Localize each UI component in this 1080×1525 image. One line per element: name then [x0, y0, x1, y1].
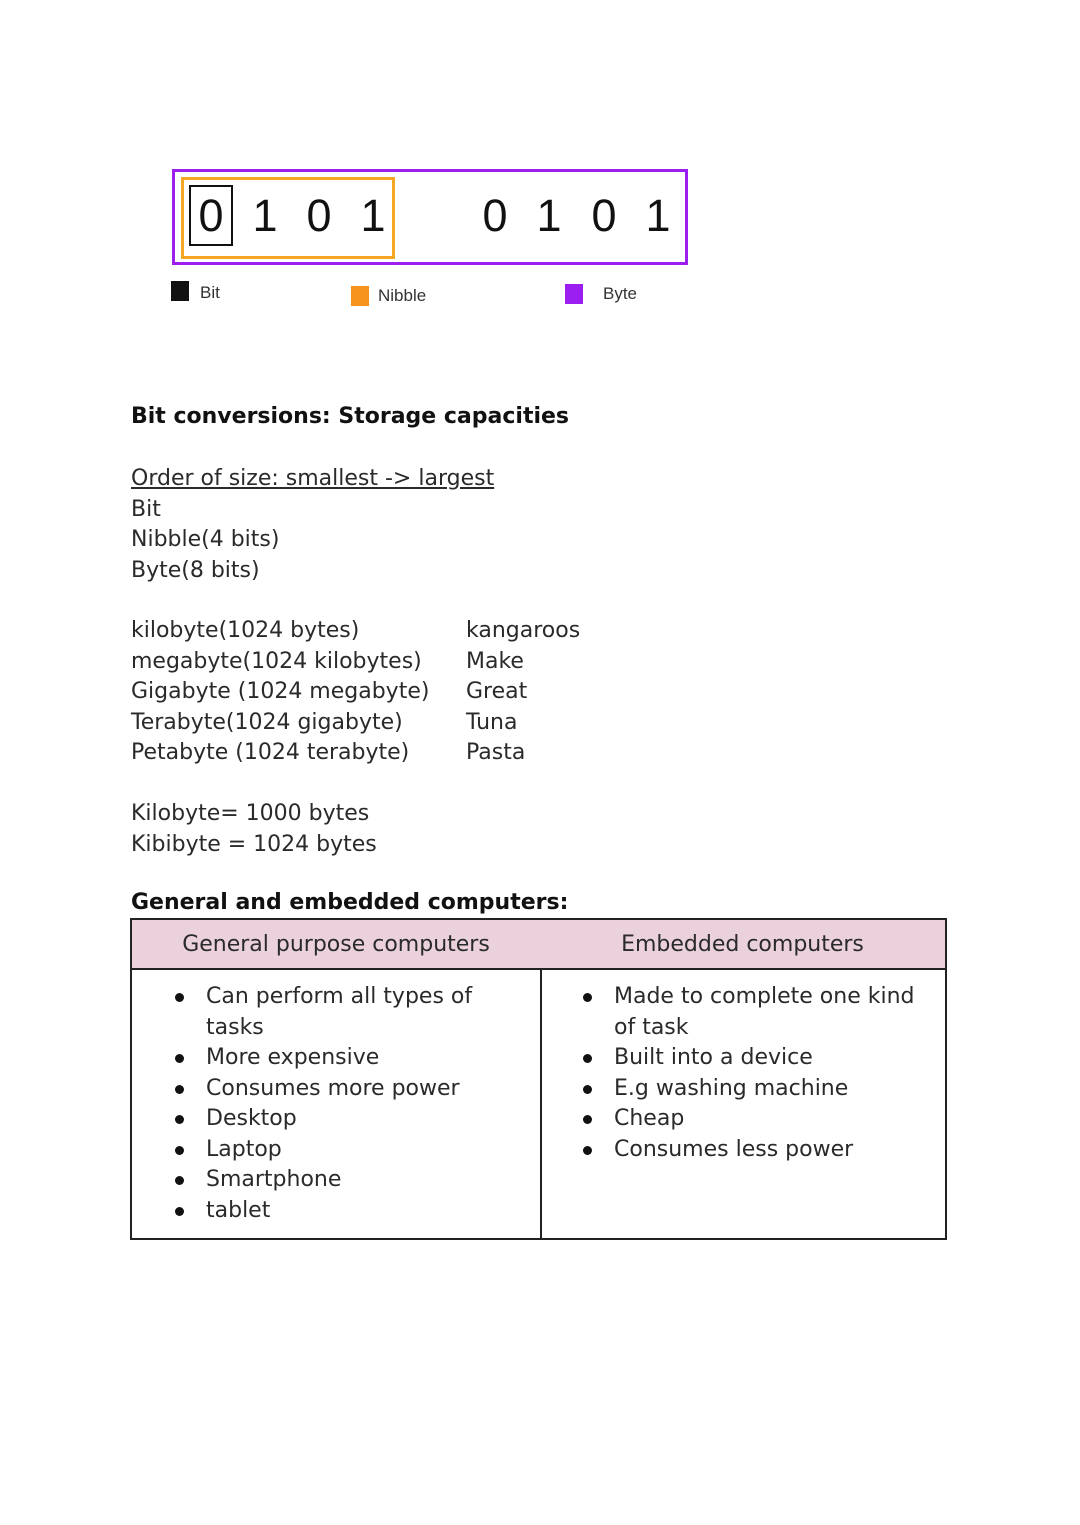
- unit-nibble: Nibble(4 bits): [131, 527, 280, 552]
- list-item: tablet: [206, 1196, 532, 1227]
- general-purpose-header: General purpose computers: [132, 920, 540, 970]
- mnemonic-word: Tuna: [466, 709, 518, 735]
- list-item: More expensive: [206, 1043, 532, 1074]
- definition-kilobyte: Kilobyte= 1000 bytes: [131, 801, 370, 826]
- definition-kibibyte: Kibibyte = 1024 bytes: [131, 831, 377, 857]
- legend-label-bit: Bit: [200, 283, 220, 302]
- legend-label-byte: Byte: [603, 284, 638, 303]
- byte-digit: 0: [591, 190, 617, 241]
- mnemonic-word: Make: [466, 648, 524, 674]
- embedded-column: [540, 920, 945, 1238]
- unit-megabyte: megabyte(1024 kilobytes): [131, 648, 422, 674]
- mnemonic-word: Pasta: [466, 740, 526, 765]
- unit-petabyte: Petabyte (1024 terabyte): [131, 740, 410, 765]
- embedded-header: Embedded computers: [540, 920, 945, 970]
- general-purpose-cell: [132, 970, 540, 1226]
- byte-digit: 1: [645, 190, 671, 241]
- byte-digit: 1: [252, 190, 278, 241]
- byte-digit: 0: [306, 190, 332, 241]
- list-item: Can perform all types of tasks: [206, 982, 532, 1043]
- embedded-list: [540, 970, 945, 1165]
- mnemonic-word: kangaroos: [466, 618, 581, 643]
- byte-digit: 0: [482, 190, 508, 241]
- legend-swatch-nibble: [351, 286, 369, 306]
- list-item: Smartphone: [206, 1165, 532, 1196]
- list-item: Consumes more power: [206, 1074, 532, 1105]
- list-item: Built into a device: [614, 1043, 937, 1074]
- list-item: Consumes less power: [614, 1135, 937, 1166]
- list-item: E.g washing machine: [614, 1074, 937, 1105]
- list-item: Desktop: [206, 1104, 532, 1135]
- computers-table: [130, 918, 947, 1240]
- conversions-heading: Bit conversions: Storage capacities: [131, 404, 570, 429]
- general-purpose-column: [132, 920, 542, 1238]
- large-units-list: [131, 616, 429, 769]
- unit-byte: Byte(8 bits): [131, 557, 260, 583]
- mnemonic-word: Great: [466, 679, 528, 704]
- definitions-block: [131, 799, 377, 860]
- list-item: Cheap: [614, 1104, 937, 1135]
- list-item: Made to complete one kind of task: [614, 982, 937, 1043]
- unit-terabyte: Terabyte(1024 gigabyte): [131, 709, 403, 735]
- general-purpose-list: [132, 970, 540, 1226]
- legend-swatch-bit: [171, 281, 189, 301]
- legend-label-nibble: Nibble: [378, 286, 427, 305]
- byte-digit: 1: [360, 190, 386, 241]
- list-item: Laptop: [206, 1135, 532, 1166]
- order-title: Order of size: smallest -> largest: [131, 466, 495, 491]
- order-of-size-block: [131, 464, 494, 586]
- unit-bit: Bit: [131, 496, 161, 522]
- legend-swatch-byte: [565, 284, 583, 304]
- unit-kilobyte: kilobyte(1024 bytes): [131, 618, 360, 643]
- mnemonic-list: [466, 616, 580, 769]
- byte-digit: 0: [198, 190, 224, 241]
- computers-heading: General and embedded computers:: [131, 890, 569, 915]
- embedded-cell: [540, 970, 945, 1165]
- byte-digit: 1: [536, 190, 562, 241]
- unit-gigabyte: Gigabyte (1024 megabyte): [131, 679, 430, 704]
